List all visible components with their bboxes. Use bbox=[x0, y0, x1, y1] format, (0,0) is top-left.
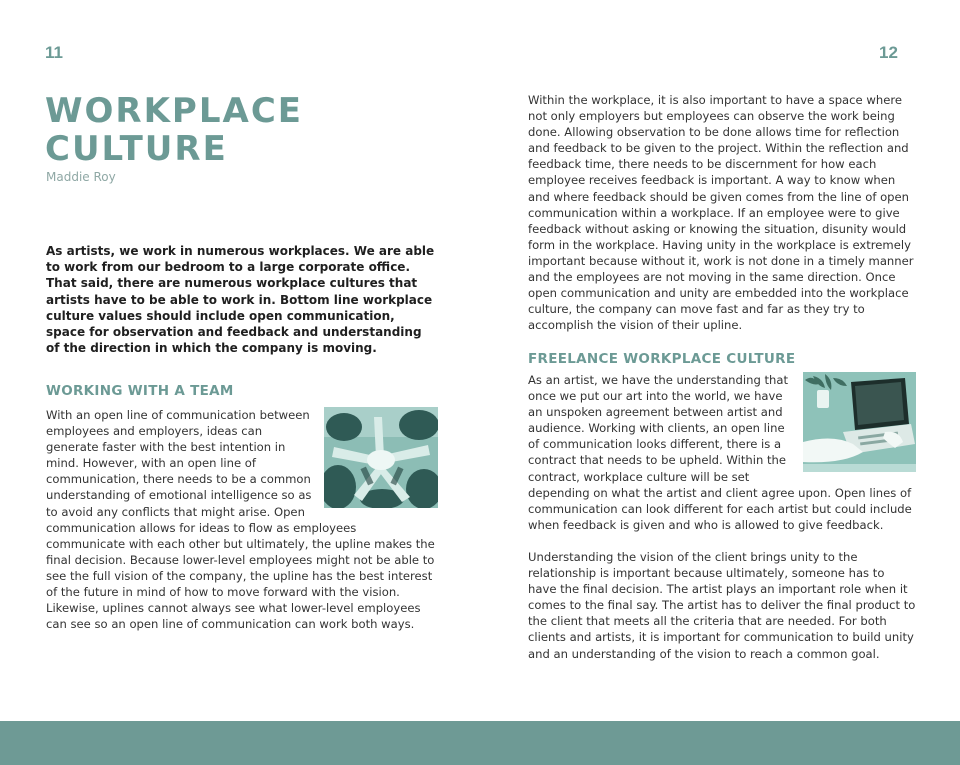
freelance-body-2: Understanding the vision of the client brings unity to the relationship is important because ultimately, someone has to have the final decision. The artist plays an important role when it comes to the final say. The artist has to deliver the final product to the client that meets all the criteria that are needed. For both clients and artists, it is important for communication to build unity and an understanding of the vision to reach a common goal. bbox=[528, 549, 916, 661]
freelance-body-1: As an artist, we have the understanding that once we put our art into the world, we have an unspoken agreement between artist and audience. Working with clients, an open line of communication looks different, there is a contract that needs to be upheld. Within the contract, workplace culture will be set depending on what the artist and client agree upon. Open lines of communication can look different for each artist but could include when feedback is given and who is allowed to give feedback. bbox=[528, 373, 912, 532]
title-line-2: CULTURE bbox=[45, 129, 228, 169]
team-section bbox=[46, 407, 438, 632]
page-number-right: 12 bbox=[879, 43, 898, 62]
observation-section bbox=[528, 92, 916, 333]
observation-body: Within the workplace, it is also important to have a space where not only employers but employees can observe the work being done. Allowing observation to be done allows time for reflection and feedback to be given to the project. Within the reflection and feedback time, there needs to be discernment for how each employee receives feedback is important. A way to know when and where feedback should be given comes from the line of open communication within a workplace. If an employee were to give feedback without asking or knowing the situation, disunity would form in the workplace. Having unity in the workplace is extremely important because without it, work is not done in a timely manner and the employees are not moving in the same direction. Once open communication and unity are embedded into the workplace culture, the company can move fast and far as they try to accomplish the vision of their upline. bbox=[528, 93, 914, 333]
page-number-left: 11 bbox=[45, 43, 63, 62]
section-heading-team: WORKING WITH A TEAM bbox=[46, 383, 234, 399]
team-body: With an open line of communication between employees and employers, ideas can generate faster with the best intention in mind. However, with an open line of communication, there needs to be a common understanding of emotional intelligence so as to avoid any conflicts that might arise. Open communication allows for ideas to flow as employees communicate with each other but ultimately, the upline makes the final decision. Because lower-level employees might not be able to see the full vision of the company, the upline has the best interest of the future in mind of how to move forward with the vision. Likewise, uplines cannot always see what lower-level employees can see so an open line of communication can work both ways. bbox=[46, 408, 435, 632]
page-title bbox=[45, 92, 303, 168]
section-heading-freelance: FREELANCE WORKPLACE CULTURE bbox=[528, 351, 796, 367]
freelance-section bbox=[528, 372, 916, 662]
footer-band bbox=[0, 721, 960, 765]
author-byline: Maddie Roy bbox=[46, 170, 116, 184]
team-hands-photo bbox=[324, 407, 438, 508]
laptop-photo bbox=[803, 372, 916, 472]
title-line-1: WORKPLACE bbox=[45, 91, 304, 131]
intro-paragraph: As artists, we work in numerous workplaces. We are able to work from our bedroom to a large corporate office. That said, there are numerous workplace cultures that artists have to be able to work in. Bottom line workplace culture values should include open communication, space for observation and feedback and understanding of the direction in which the company is moving. bbox=[46, 244, 435, 356]
